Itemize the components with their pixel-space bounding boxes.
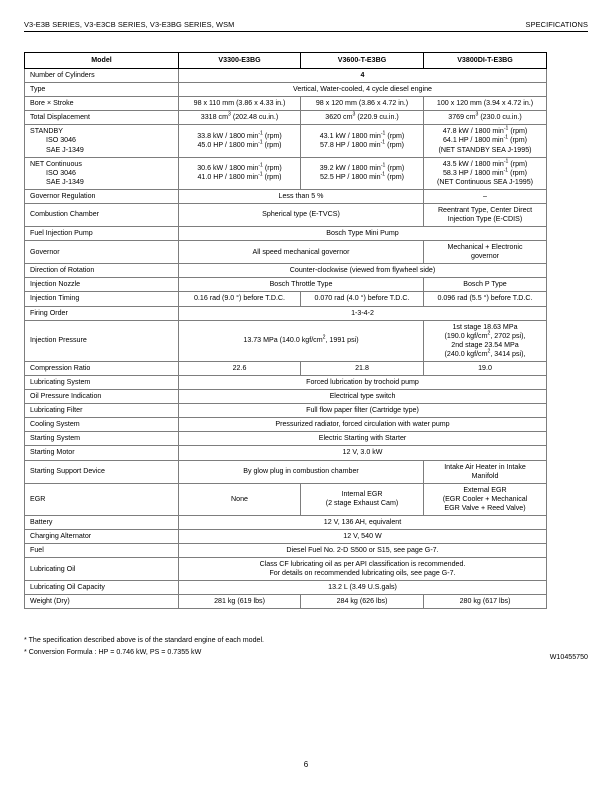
row-label-direction-of-rotation: Direction of Rotation [25,264,179,278]
table-row [25,418,547,432]
row-label-injection-pressure: Injection Pressure [25,320,179,361]
running-header [24,20,588,32]
row-value-cylinders: 4 [179,69,547,83]
row-value-net-continuous-a: 30.6 kW / 1800 $\min^{-1} (rpm)$ 41.0 HP / 1800 $\min^{-1} (rpm)$ [179,157,301,189]
row-value-lubricating-system: Forced lubrication by trochoid pump [179,376,547,390]
table-row [25,83,547,97]
egr-c-line3: EGR Valve + Reed Valve) [444,503,526,512]
column-header-v3300: V3300-E3BG [179,53,301,69]
standby-title: STANDBY [30,127,63,136]
row-label-governor-regulation: Governor Regulation [25,189,179,203]
starting-support-c-line2: Manifold [471,471,499,480]
egr-c-line1: External EGR [463,485,507,494]
table-row-injection-pressure [25,320,547,361]
row-value-net-continuous-c: 43.5 kW / 1800 $\min^{-1} (rpm)$ 58.3 HP / 1800 $\min^{-1} (rpm)$ (NET Continuous SEA J-1995) [424,157,547,189]
row-label-firing-order: Firing Order [25,306,179,320]
table-row [25,544,547,558]
row-label-injection-nozzle: Injection Nozzle [25,278,179,292]
row-label-starting-motor: Starting Motor [25,446,179,460]
standby-iso: ISO 3046 [46,136,76,145]
combustion-chamber-c-line1: Reentrant Type, Center Direct [437,205,533,214]
row-value-starting-support-device-c [424,460,547,483]
row-value-governor-ab: All speed mechanical governor [179,241,424,264]
row-value-injection-nozzle-ab: Bosch Throttle Type [179,278,424,292]
row-value-net-continuous-b: 39.2 kW / 1800 $\min^{-1} (rpm)$ 52.5 HP / 1800 $\min^{-1} (rpm)$ [301,157,424,189]
column-header-model: Model [25,53,179,69]
row-value-standby-b: 43.1 kW / 1800 $\min^{-1} (rpm)$ 57.8 HP / 1800 $\min^{-1} (rpm)$ [301,125,424,157]
page-number: 6 [303,760,309,769]
row-value-governor-regulation-ab: Less than 5 % [179,189,424,203]
row-label-net-continuous [25,157,179,189]
table-row [25,432,547,446]
table-row [25,69,547,83]
running-header-right: SPECIFICATIONS [525,20,588,29]
row-label-starting-support-device: Starting Support Device [25,460,179,483]
row-label-displacement: Total Displacement [25,111,179,125]
table-row-net-continuous [25,157,547,189]
row-label-weight-dry: Weight (Dry) [25,595,179,609]
row-value-injection-pressure-c: 1st stage 18.63 MPa (190.0 kgf/$cm^2$, 2702 psi), 2nd stage 23.54 MPa (240.0 kgf/$cm^2$, 3414 psi), [424,320,547,361]
table-row [25,460,547,483]
row-label-starting-system: Starting System [25,432,179,446]
row-label-charging-alternator: Charging Alternator [25,529,179,543]
row-label-fuel-injection-pump: Fuel Injection Pump [25,227,179,241]
row-label-egr: EGR [25,483,179,515]
row-value-starting-motor: 12 V, 3.0 kW [179,446,547,460]
row-value-compression-ratio-a: 22.6 [179,361,301,375]
row-label-governor: Governor [25,241,179,264]
net-continuous-sea-note: (NET Continuous SEA J-1995) [436,177,534,186]
starting-support-c-line1: Intake Air Heater in Intake [444,462,526,471]
row-value-governor-c [424,241,547,264]
row-value-bore-stroke-a: 98 x 110 mm (3.86 x 4.33 in.) [179,97,301,111]
table-row [25,529,547,543]
running-header-left: V3-E3B SERIES, V3-E3CB SERIES, V3-E3BG SERIES, WSM [24,20,235,29]
table-row [25,515,547,529]
row-value-weight-dry-a: 281 kg (619 lbs) [179,595,301,609]
row-label-combustion-chamber: Combustion Chamber [25,203,179,226]
row-value-standby-a: 33.8 kW / 1800 $\min^{-1} (rpm)$ 45.0 HP / 1800 $\min^{-1} (rpm)$ [179,125,301,157]
standby-sea-note: (NET STANDBY SEA J-1995) [438,145,532,154]
injection-pressure-stage1: 1st stage 18.63 MPa [452,322,518,331]
row-value-type: Vertical, Water-cooled, 4 cycle diesel engine [179,83,547,97]
row-value-cooling-system: Pressurized radiator, forced circulation with water pump [179,418,547,432]
row-value-weight-dry-b: 284 kg (626 lbs) [301,595,424,609]
row-value-weight-dry-c: 280 kg (617 lbs) [424,595,547,609]
row-label-oil-pressure-indication: Oil Pressure Indication [25,390,179,404]
table-row [25,278,547,292]
row-label-compression-ratio: Compression Ratio [25,361,179,375]
lubricating-oil-line1: Class CF lubricating oil as per API classification is recommended. [259,560,466,569]
table-row [25,111,547,125]
row-value-compression-ratio-b: 21.8 [301,361,424,375]
row-value-starting-support-device-ab: By glow plug in combustion chamber [179,460,424,483]
row-label-bore-stroke: Bore × Stroke [25,97,179,111]
table-row [25,189,547,203]
row-value-displacement-c: 3769 $cm^3$ (230.0 cu.in.) [424,111,547,125]
row-value-battery: 12 V, 136 AH, equivalent [179,515,547,529]
row-value-combustion-chamber-c [424,203,547,226]
row-value-egr-c [424,483,547,515]
row-label-standby [25,125,179,157]
row-value-bore-stroke-c: 100 x 120 mm (3.94 x 4.72 in.) [424,97,547,111]
combustion-chamber-c-line2: Injection Type (E-CDIS) [447,215,523,224]
net-continuous-iso: ISO 3046 [46,168,76,177]
net-continuous-sae: SAE J-1349 [46,177,84,186]
row-label-fuel: Fuel [25,544,179,558]
specifications-table [24,52,547,609]
governor-c-line2: governor [471,252,499,261]
table-row [25,264,547,278]
row-label-cooling-system: Cooling System [25,418,179,432]
table-row-egr [25,483,547,515]
egr-c-line2: (EGR Cooler + Mechanical [442,494,528,503]
row-value-egr-a: None [179,483,301,515]
row-label-lubricating-system: Lubricating System [25,376,179,390]
table-header-row [25,53,547,69]
egr-b-line2: (2 stage Exhaust Cam) [325,499,399,508]
row-value-injection-nozzle-c: Bosch P Type [424,278,547,292]
column-header-v3600t: V3600-T-E3BG [301,53,424,69]
row-value-lubricating-oil [179,558,547,581]
table-row [25,203,547,226]
row-label-lubricating-oil: Lubricating Oil [25,558,179,581]
lubricating-oil-line2: For details on recommended lubricating oils, see page G-7. [269,569,456,578]
document-code: W10455750 [549,653,588,661]
column-header-v3800di: V3800DI-T-E3BG [424,53,547,69]
row-value-injection-timing-a: 0.16 rad (9.0 °) before T.D.C. [179,292,301,306]
table-row-standby [25,125,547,157]
row-value-displacement-b: 3620 $cm^3$ (220.9 cu.in.) [301,111,424,125]
table-row [25,446,547,460]
row-value-compression-ratio-c: 19.0 [424,361,547,375]
footnotes [24,634,444,659]
row-value-governor-regulation-c: – [424,189,547,203]
table-row [25,595,547,609]
row-label-lubricating-oil-capacity: Lubricating Oil Capacity [25,581,179,595]
row-value-injection-timing-b: 0.070 rad (4.0 °) before T.D.C. [301,292,424,306]
row-value-direction-of-rotation: Counter-clockwise (viewed from flywheel side) [179,264,547,278]
injection-pressure-stage2: 2nd stage 23.54 MPa [451,340,519,349]
row-label-battery: Battery [25,515,179,529]
row-value-firing-order: 1-3-4-2 [179,306,547,320]
row-value-fuel-injection-pump: Bosch Type Mini Pump [179,227,547,241]
table-row [25,361,547,375]
table-row [25,376,547,390]
row-value-standby-c: 47.8 kW / 1800 $\min^{-1} (rpm)$ 64.1 HP / 1800 $\min^{-1} (rpm)$ (NET STANDBY SEA J-1995) [424,125,547,157]
table-row [25,227,547,241]
row-value-displacement-a: 3318 $cm^3$ (202.48 cu.in.) [179,111,301,125]
row-value-oil-pressure-indication: Electrical type switch [179,390,547,404]
table-row [25,390,547,404]
footnote-standard-engine: * The specification described above is of the standard engine of each model. [24,636,265,644]
table-row [25,581,547,595]
row-value-fuel: Diesel Fuel No. 2-D S500 or S15, see page G-7. [179,544,547,558]
row-value-injection-timing-c: 0.096 rad (5.5 °) before T.D.C. [424,292,547,306]
row-value-lubricating-oil-capacity: 13.2 L (3.49 U.S.gals) [179,581,547,595]
row-value-egr-b [301,483,424,515]
table-row [25,292,547,306]
egr-b-line1: Internal EGR [341,490,383,499]
row-label-type: Type [25,83,179,97]
governor-c-line1: Mechanical + Electronic [447,243,523,252]
row-value-charging-alternator: 12 V, 540 W [179,529,547,543]
row-label-injection-timing: Injection Timing [25,292,179,306]
net-continuous-title: NET Continuous [30,159,82,168]
row-label-lubricating-filter: Lubricating Filter [25,404,179,418]
row-value-starting-system: Electric Starting with Starter [179,432,547,446]
table-row [25,404,547,418]
row-value-combustion-chamber-ab: Spherical type (E-TVCS) [179,203,424,226]
table-row [25,306,547,320]
row-value-lubricating-filter: Full flow paper filter (Cartridge type) [179,404,547,418]
row-value-bore-stroke-b: 98 x 120 mm (3.86 x 4.72 in.) [301,97,424,111]
row-label-cylinders: Number of Cylinders [25,69,179,83]
table-row [25,558,547,581]
footnote-conversion-formula: * Conversion Formula : HP = 0.746 kW, PS = 0.7355 kW [24,648,202,657]
table-row [25,97,547,111]
row-value-injection-pressure-ab: 13.73 MPa (140.0 kgf/$cm^2$, 1991 psi) [179,320,424,361]
standby-sae: SAE J-1349 [46,145,84,154]
table-row [25,241,547,264]
